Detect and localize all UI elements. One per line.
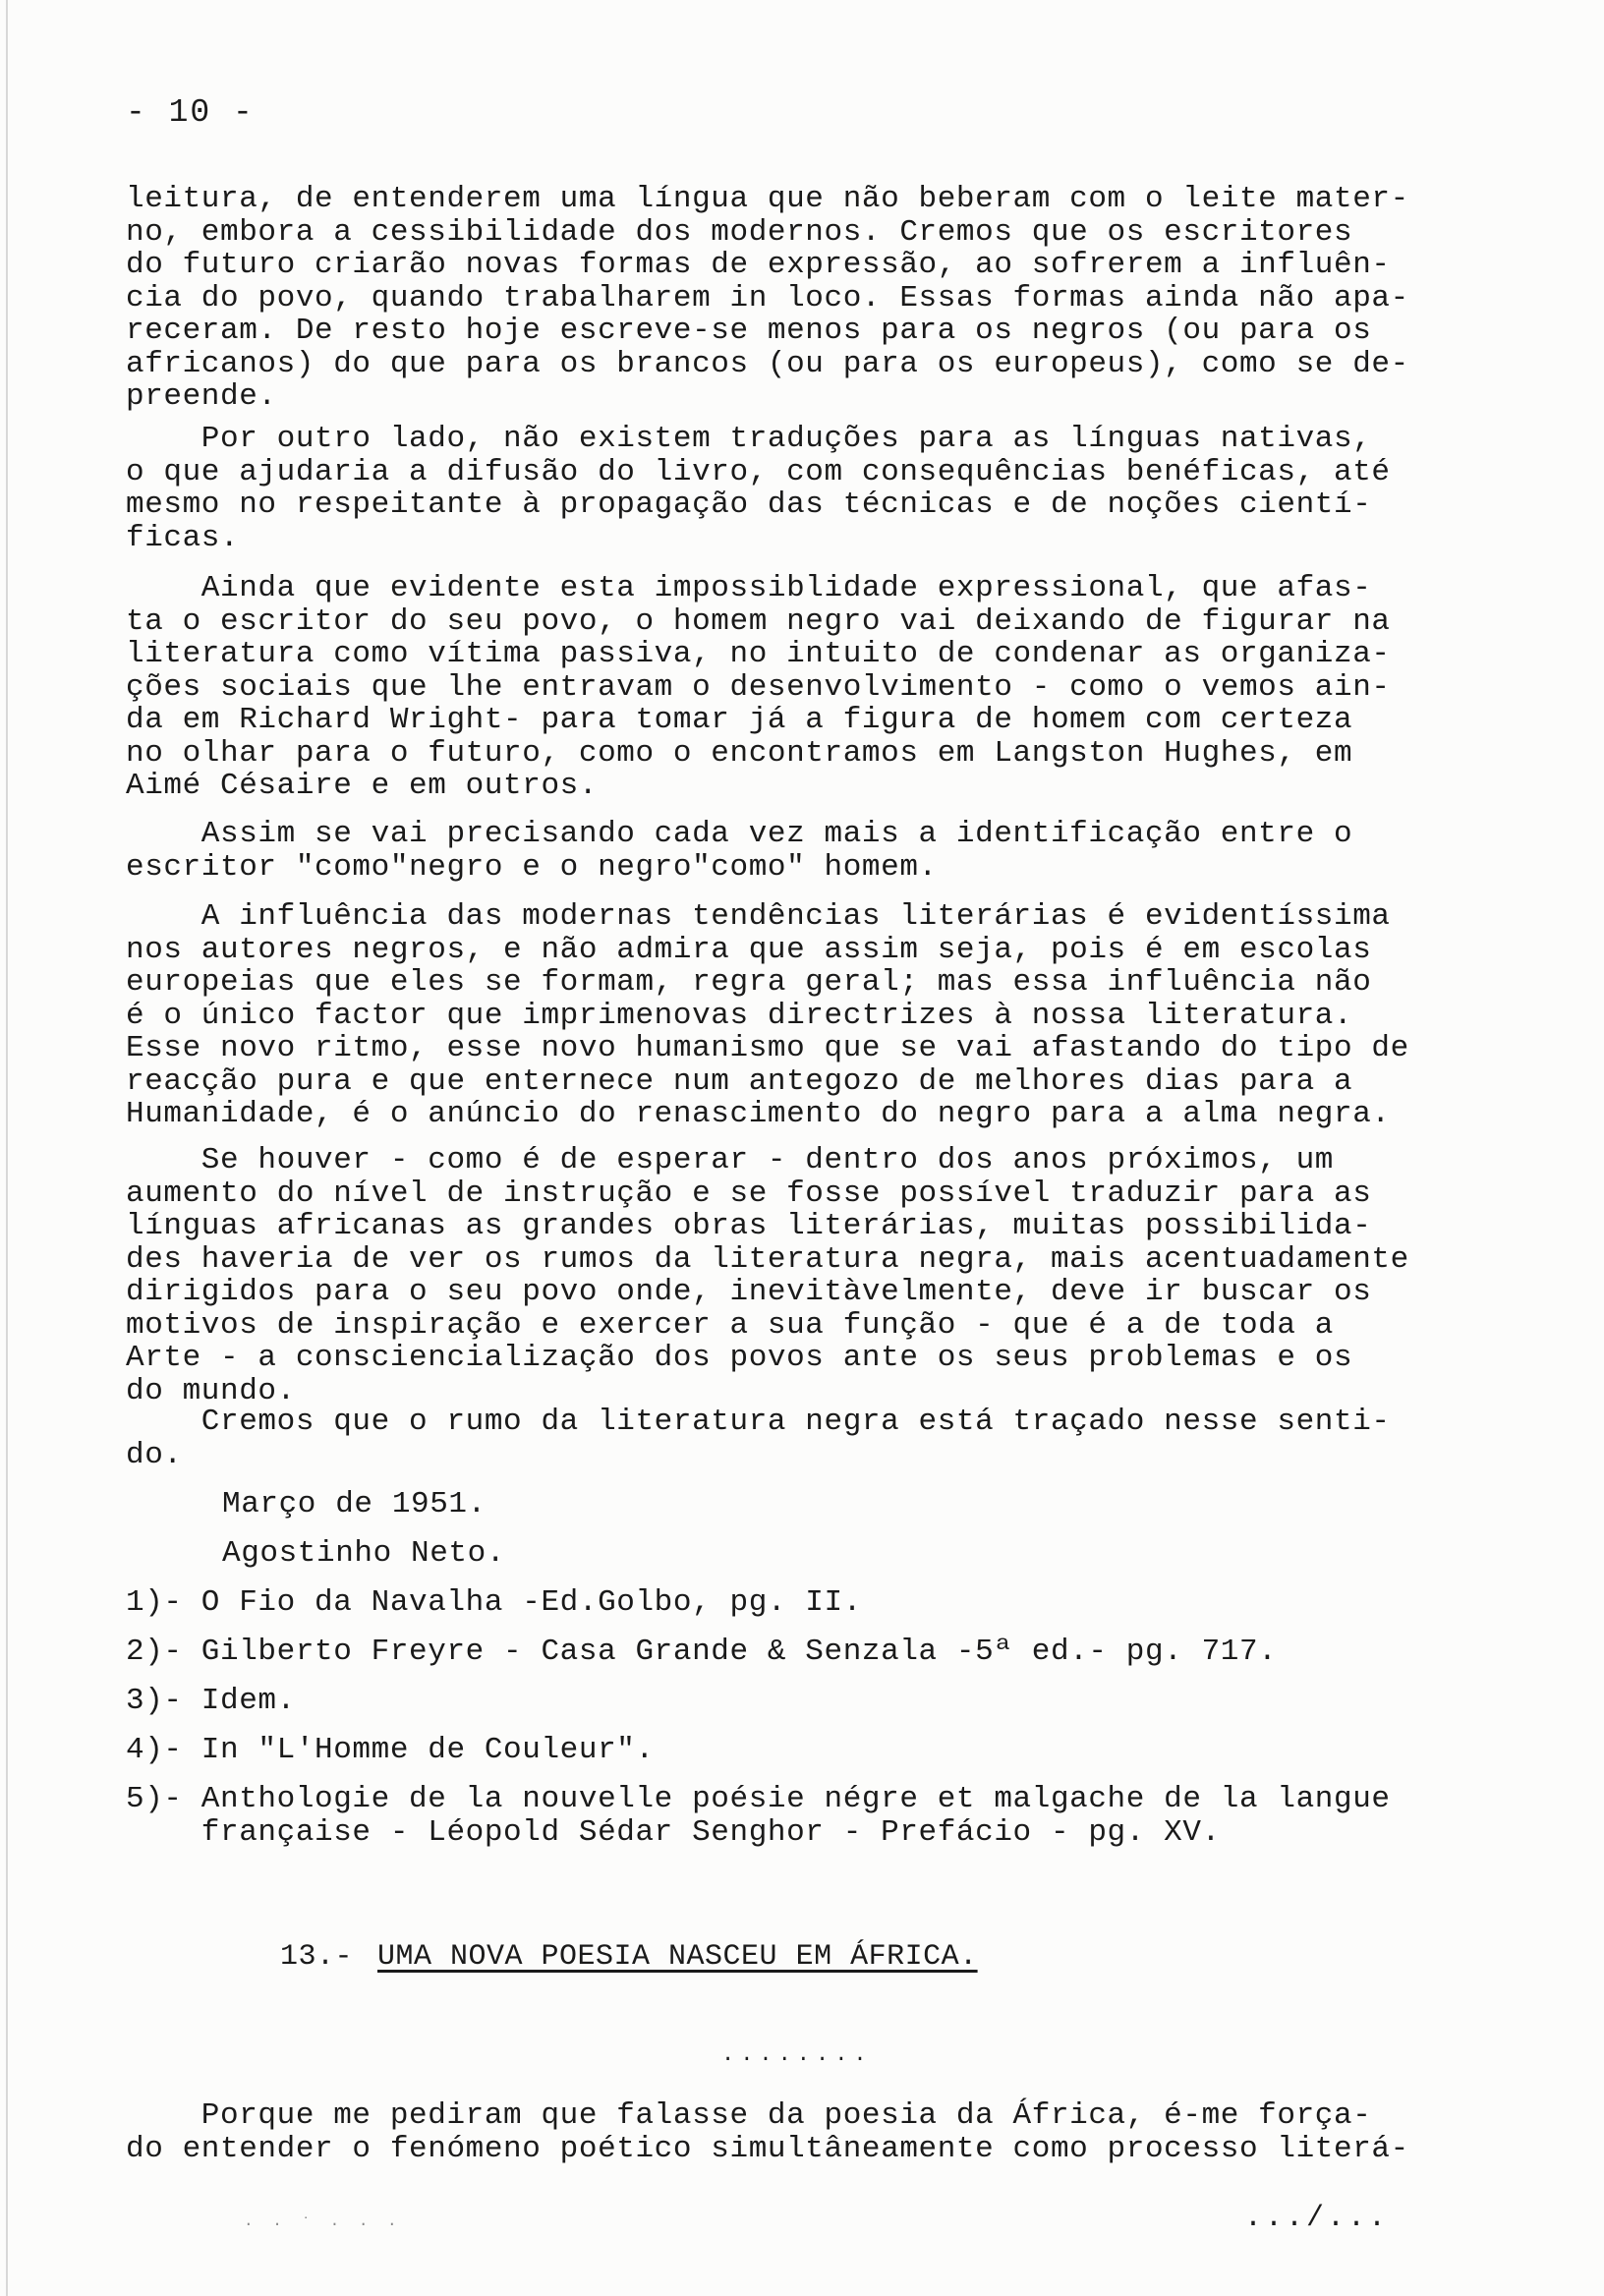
paragraph-4: Assim se vai precisando cada vez mais a identificação entre o escritor "como"negro e o negro"como" homem. — [126, 817, 1353, 885]
footnote-4: 4)- In "L'Homme de Couleur". — [126, 1733, 655, 1767]
footnote-1: 1)- O Fio da Navalha -Ed.Golbo, pg. II. — [126, 1585, 862, 1620]
paragraph-7: Cremos que o rumo da literatura negra está traçado nesse senti- do. — [126, 1405, 1391, 1472]
page-edge-line — [6, 0, 8, 2296]
separator-dots: ........ — [721, 2042, 873, 2067]
footnote-2: 2)- Gilberto Freyre - Casa Grande & Senzala -5ª ed.- pg. 717. — [126, 1635, 1278, 1669]
paragraph-6: Se houver - como é de esperar - dentro dos anos próximos, um aumento do nível de instrução e se fosse possível traduzir para as línguas africanas as grandes obras literárias, muitas possibilida- des haveria de ver os rumos da literatura negra, mais acentuadamente dirigidos para o seu povo onde, inevitàvelmente, deve ir buscar os motivos de inspiração e exercer a sua função - que é a de toda a Arte - a consciencialização dos povos ante os seus problemas e os do mundo. — [126, 1143, 1409, 1408]
section-number: 13.- — [280, 1940, 354, 1974]
signature: Agostinho Neto. — [222, 1536, 506, 1571]
page-number: - 10 - — [126, 94, 255, 131]
continuation-mark: .../... — [1244, 2202, 1390, 2235]
paragraph-5: A influência das modernas tendências literárias é evidentíssima nos autores negros, e não admira que assim seja, pois é em escolas europeias que eles se formam, regra geral; mas essa influência não é o único factor que imprimenovas directrizes à nossa literatura. Esse novo ritmo, esse novo humanismo que se vai afastando do tipo de reacção pura e que enternece num antegozo de melhores dias para a Humanidade, é o anúncio do renascimento do negro para a alma negra. — [126, 899, 1409, 1131]
footnote-5: 5)- Anthologie de la nouvelle poésie négre et malgache de la langue française - Léopold Sédar Senghor - Prefácio - pg. XV. — [126, 1782, 1391, 1850]
paragraph-1: leitura, de entenderem uma língua que não beberam com o leite mater- no, embora a cessibilidade dos modernos. Cremos que os escritores do futuro criarão novas formas de expressão, ao sofrerem a influên- cia do povo, quando trabalharem in loco. Essas formas ainda não apa- receram. De resto hoje escreve-se menos para os negros (ou para os africanos) do que para os brancos (ou para os europeus), como se de- preende. — [126, 182, 1409, 414]
footnote-3: 3)- Idem. — [126, 1684, 296, 1718]
section-title: UMA NOVA POESIA NASCEU EM ÁFRICA. — [377, 1940, 978, 1974]
paragraph-2: Por outro lado, não existem traduções para as línguas nativas, o que ajudaria a difusão do livro, com consequências benéficas, até mesmo no respeitante à propagação das técnicas e de noções cientí- ficas. — [126, 422, 1391, 555]
closing-paragraph: Porque me pediram que falasse da poesia da África, é-me força- do entender o fenómeno poético simultâneamente como processo literá- — [126, 2098, 1409, 2166]
ink-smudge-decoration: · · ˙ · · · — [244, 2215, 402, 2233]
paragraph-3: Ainda que evidente esta impossiblidade expressional, que afas- ta o escritor do seu povo, o homem negro vai deixando de figurar na literatura como vítima passiva, no intuito de condenar as organiza- ções sociais que lhe entravam o desenvolvimento - como o vemos ain- da em Richard Wright- para tomar já a figura de homem com certeza no olhar para o futuro, como o encontramos em Langston Hughes, em Aimé Césaire e em outros. — [126, 571, 1391, 803]
date-line: Março de 1951. — [222, 1487, 487, 1521]
